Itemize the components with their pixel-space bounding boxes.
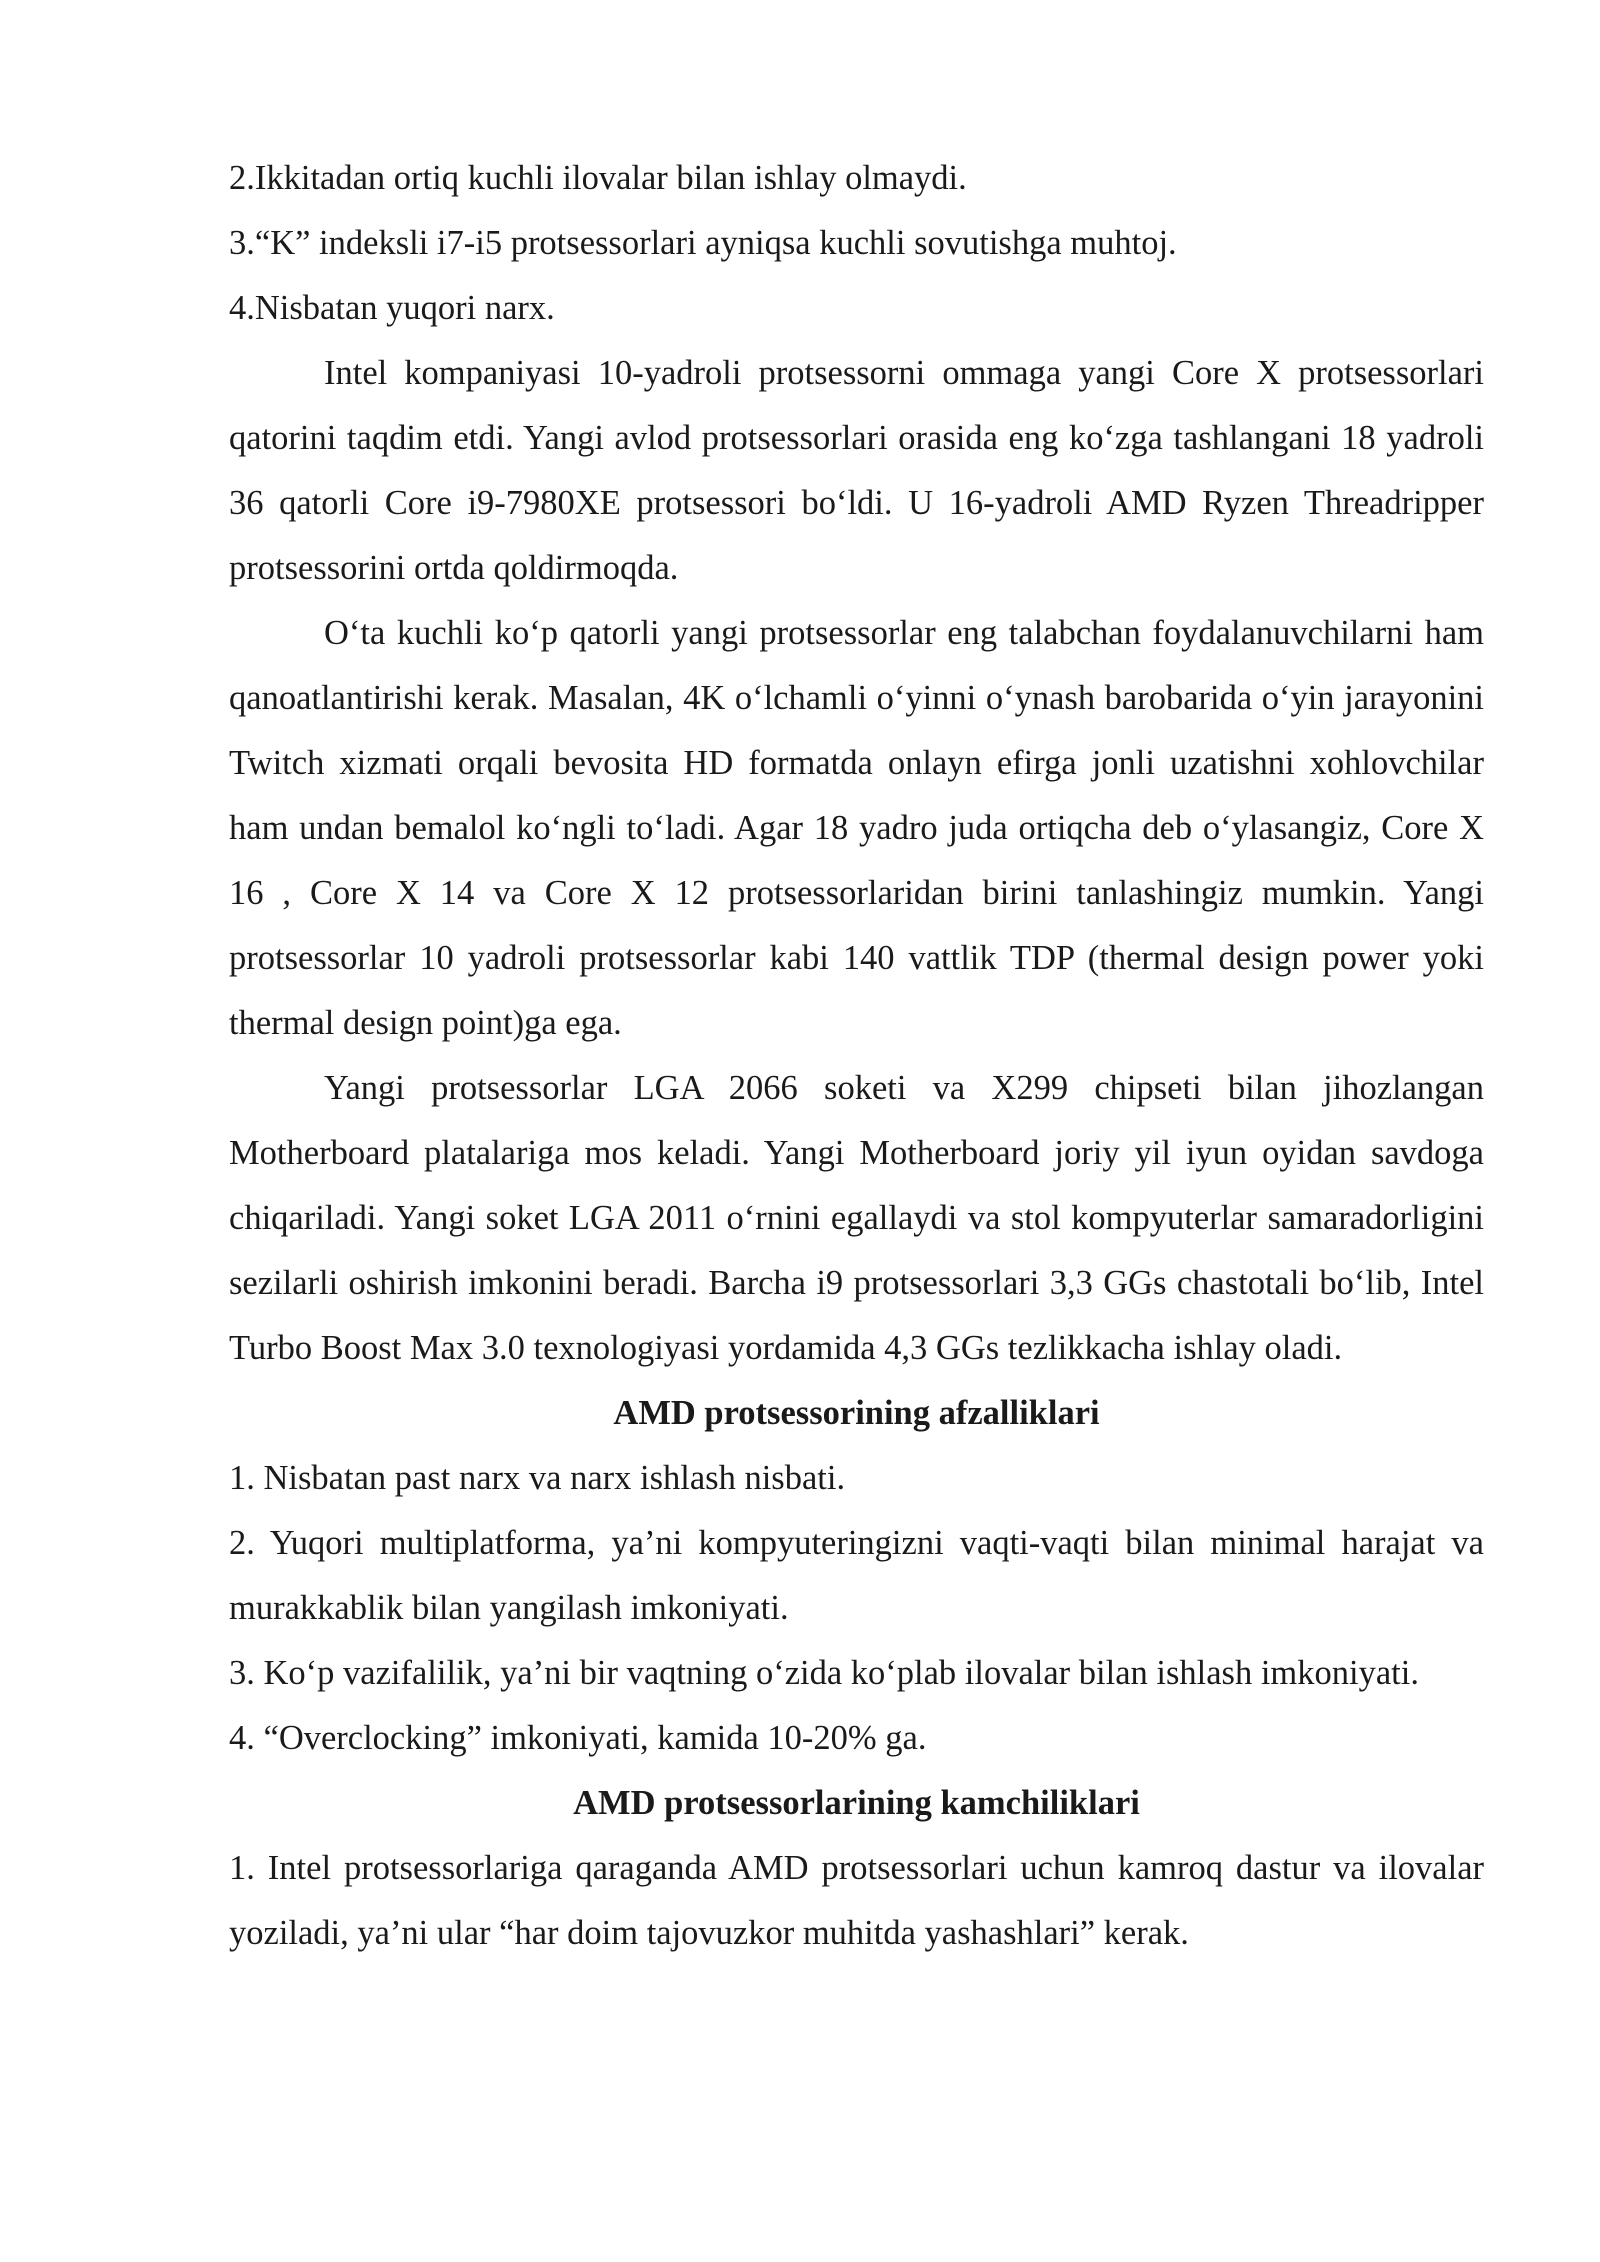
list-item-intel-disadvantage-3: 3.“K” indeksli i7-i5 protsessorlari ayniqsa kuchli sovutishga muhtoj.: [229, 224, 1177, 262]
heading-amd-advantages: AMD protsessorining afzalliklari: [613, 1394, 1100, 1432]
list-item-amd-advantage-1: 1. Nisbatan past narx va narx ishlash nisbati.: [229, 1459, 846, 1497]
list-item-amd-advantage-2: 2. Yuqori multiplatforma, ya’ni kompyuteringizni vaqti-vaqti bilan minimal harajat va murakkablik bilan yangilash imkoniyati.: [229, 1524, 1484, 1627]
heading-amd-disadvantages: AMD protsessorlarining kamchiliklari: [573, 1784, 1140, 1822]
list-item-intel-disadvantage-4: 4.Nisbatan yuqori narx.: [229, 289, 555, 327]
paragraph-multithread-users: O‘ta kuchli ko‘p qatorli yangi protsessorlar eng talabchan foydalanuvchilarni ham qanoatlantirishi kerak. Masalan, 4K o‘lchamli o‘yinni o‘ynash barobarida o‘yin jarayonini Twitch xizmati orqali bevosita HD formatda onlayn efirga jonli uzatishni xohlovchilar ham undan bemalol ko‘ngli to‘ladi. Agar 18 yadro juda ortiqcha deb o‘ylasangiz, Core X 16 , Core X 14 va Core X 12 protsessorlaridan birini tanlashingiz mumkin. Yangi protsessorlar 10 yadroli protsessorlar kabi 140 vattlik TDP (thermal design power yoki thermal design point)ga ega.: [229, 614, 1484, 1042]
list-item-amd-advantage-4: 4. “Overclocking” imkoniyati, kamida 10-20% ga.: [229, 1719, 927, 1757]
list-item-amd-disadvantage-1: 1. Intel protsessorlariga qaraganda AMD protsessorlari uchun kamroq dastur va ilovalar yoziladi, ya’ni ular “har doim tajovuzkor muhitda yashashlari” kerak.: [229, 1849, 1484, 1952]
list-item-amd-advantage-3: 3. Ko‘p vazifalilik, ya’ni bir vaqtning o‘zida ko‘plab ilovalar bilan ishlash imkoniyati.: [229, 1654, 1419, 1692]
paragraph-lga2066-socket: Yangi protsessorlar LGA 2066 soketi va X299 chipseti bilan jihozlangan Motherboard platalariga mos keladi. Yangi Motherboard joriy yil iyun oyidan savdoga chiqariladi. Yangi soket LGA 2011 o‘rnini egallaydi va stol kompyuterlar samaradorligini sezilarli oshirish imkonini beradi. Barcha i9 protsessorlari 3,3 GGs chastotali bo‘lib, Intel Turbo Boost Max 3.0 texnologiyasi yordamida 4,3 GGs tezlikkacha ishlay oladi.: [229, 1069, 1484, 1367]
paragraph-core-x-intro: Intel kompaniyasi 10-yadroli protsessorni ommaga yangi Core X protsessorlari qatorini taqdim etdi. Yangi avlod protsessorlari orasida eng ko‘zga tashlangani 18 yadroli 36 qatorli Core i9-7980XE protsessori bo‘ldi. U 16-yadroli AMD Ryzen Threadripper protsessorini ortda qoldirmoqda.: [229, 354, 1484, 587]
list-item-intel-disadvantage-2: 2.Ikkitadan ortiq kuchli ilovalar bilan ishlay olmaydi.: [229, 159, 967, 197]
document-page: [229, 146, 1484, 1966]
